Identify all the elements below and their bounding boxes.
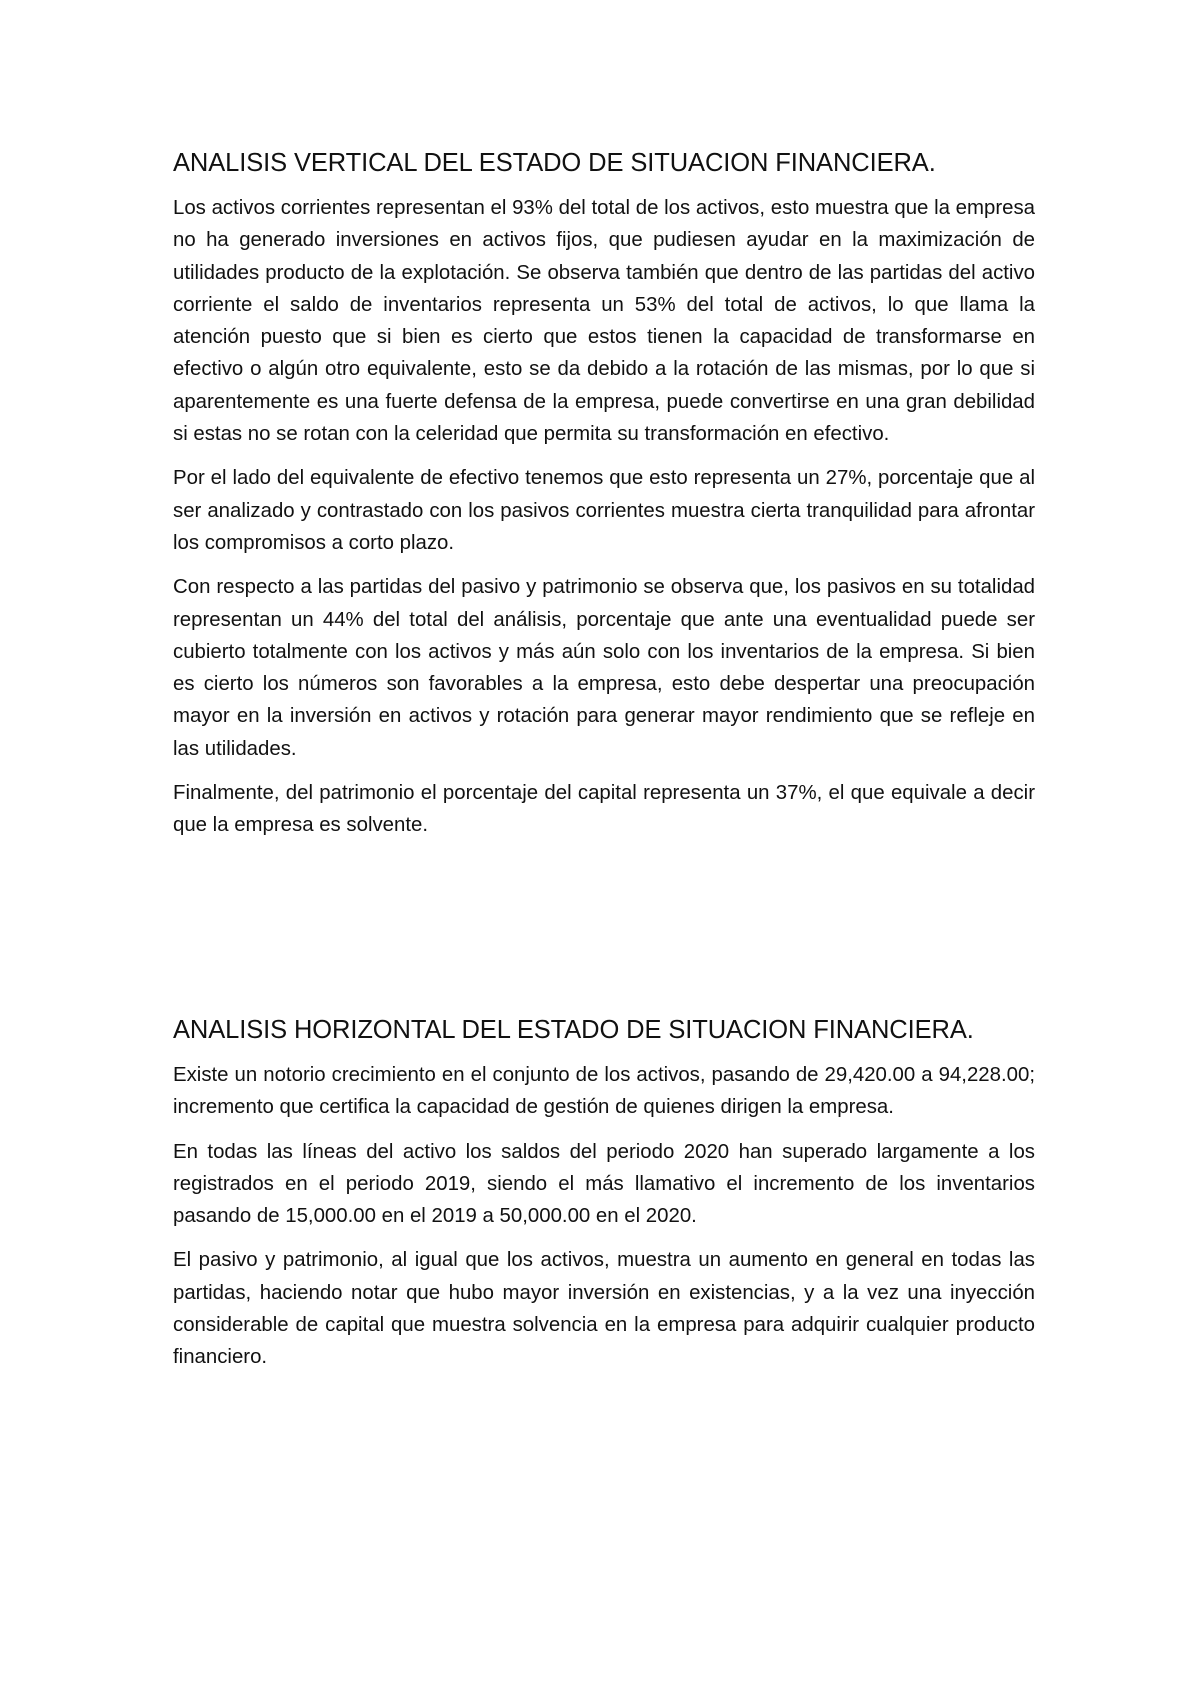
paragraph: Con respecto a las partidas del pasivo y patrimonio se observa que, los pasivos en su totalidad representan un 44% del total del análisis, porcentaje que ante una eventualidad puede ser cubierto totalmente con los activos y más aún solo con los inventarios de la empresa. Si bien es cierto los números son favorables a la empresa, esto debe despertar una preocupación mayor en la inversión en activos y rotación para generar mayor rendimiento que se refleje en las utilidades. — [173, 576, 1035, 760]
paragraph: Finalmente, del patrimonio el porcentaje del capital representa un 37%, el que equivale a decir que la empresa es solvente. — [173, 782, 1035, 837]
paragraph: En todas las líneas del activo los saldos del periodo 2020 han superado largamente a los registrados en el periodo 2019, siendo el más llamativo el incremento de los inventarios pasando de 15,000.00 en el 2019 a 50,000.00 en el 2020. — [173, 1140, 1035, 1228]
section-heading: ANALISIS VERTICAL DEL ESTADO DE SITUACION FINANCIERA. — [173, 149, 936, 177]
section-heading: ANALISIS HORIZONTAL DEL ESTADO DE SITUACION FINANCIERA. — [173, 1016, 974, 1044]
paragraph: El pasivo y patrimonio, al igual que los activos, muestra un aumento en general en todas las partidas, haciendo notar que hubo mayor inversión en existencias, y a la vez una inyección considerable de capital que muestra solvencia en la empresa para adquirir cualquier producto financiero. — [173, 1249, 1035, 1369]
section-horizontal-analysis — [173, 1013, 1035, 1386]
paragraph: Los activos corrientes representan el 93% del total de los activos, esto muestra que la empresa no ha generado inversiones en activos fijos, que pudiesen ayudar en la maximización de utilidades producto de la explotación. Se observa también que dentro de las partidas del activo corriente el saldo de inventarios representa un 53% del total de activos, lo que llama la atención puesto que si bien es cierto que estos tienen la capacidad de transformarse en efectivo o algún otro equivalente, esto se da debido a la rotación de las mismas, por lo que si aparentemente es una fuerte defensa de la empresa, puede convertirse en una gran debilidad si estas no se rotan con la celeridad que permita su transformación en efectivo. — [173, 197, 1035, 446]
section-vertical-analysis — [173, 146, 1035, 854]
paragraph: Por el lado del equivalente de efectivo tenemos que esto representa un 27%, porcentaje que al ser analizado y contrastado con los pasivos corrientes muestra cierta tranquilidad para afrontar los compromisos a corto plazo. — [173, 467, 1035, 554]
paragraph: Existe un notorio crecimiento en el conjunto de los activos, pasando de 29,420.00 a 94,228.00; incremento que certifica la capacidad de gestión de quienes dirigen la empresa. — [173, 1064, 1035, 1119]
